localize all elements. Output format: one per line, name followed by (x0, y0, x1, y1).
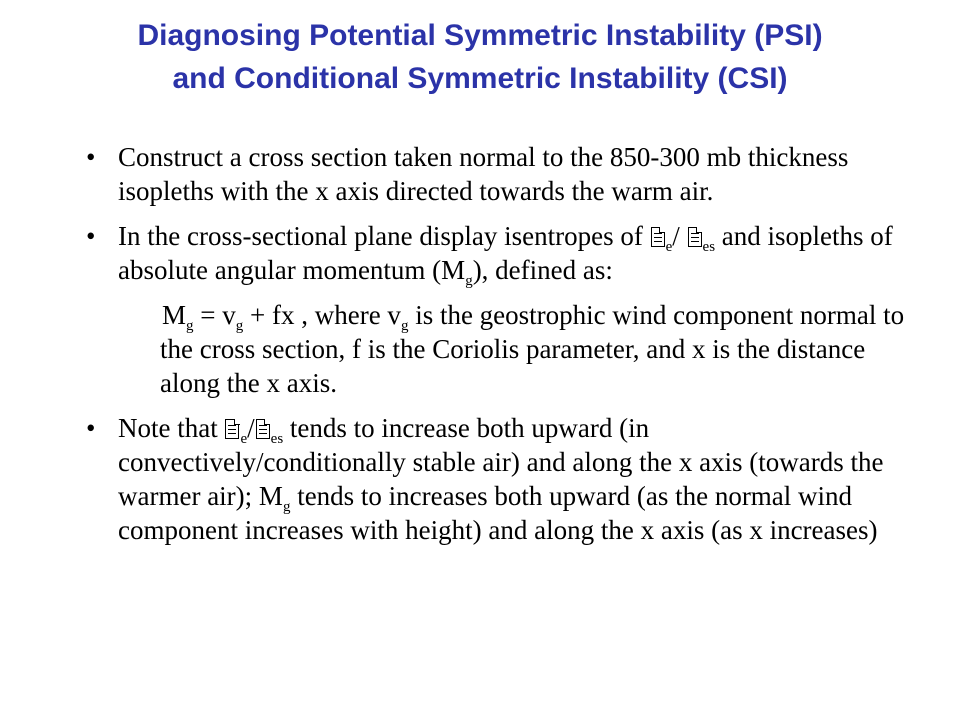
bullet-2-mid: and isopleths of absolute angular momentum (M (118, 221, 893, 285)
title-line-2: and Conditional Symmetric Instability (CSI) (172, 62, 788, 95)
subscript-g: g (465, 273, 473, 289)
formula-eq: = v (193, 300, 236, 330)
missing-glyph-icon (225, 419, 239, 439)
bullet-dot: • (86, 142, 96, 172)
slash: / (247, 413, 255, 443)
subscript-es: es (270, 431, 284, 447)
bullet-3-post: tends to increases both upward (as the normal wind component increases with height) and along the x axis (as x increases) (118, 481, 878, 545)
formula-m: M (162, 300, 187, 330)
missing-glyph-icon (651, 227, 665, 247)
formula-paragraph (0, 298, 960, 400)
bullet-3-mid: tends to increase both upward (in convectively/conditionally stable air) and along the x axis (towards the warmer air); M (118, 413, 884, 511)
slide-title (40, 14, 920, 100)
bullet-item-2 (0, 219, 960, 287)
bullet-item-1 (0, 140, 960, 208)
subscript-e: e (665, 239, 673, 255)
bullet-dot: • (86, 221, 96, 251)
bullet-item-3 (0, 411, 960, 547)
bullet-2-pre: In the cross-sectional plane display isentropes of (118, 221, 643, 251)
subscript-g: g (400, 318, 409, 334)
bullet-dot: • (86, 413, 96, 443)
title-line-1: Diagnosing Potential Symmetric Instability (PSI) (137, 19, 823, 52)
subscript-g: g (186, 318, 194, 334)
bullet-list (0, 140, 960, 558)
subscript-e: e (240, 431, 248, 447)
formula-rest: is the geostrophic wind component normal to the cross section, f is the Coriolis parameter, and x is the distance along the x axis. (160, 300, 905, 398)
bullet-1-text: Construct a cross section taken normal to the 850-300 mb thickness isopleths with the x axis directed towards the warm air. (118, 142, 849, 206)
subscript-es: es (702, 239, 716, 255)
missing-glyph-icon (256, 419, 270, 439)
slash: / (672, 221, 680, 251)
bullet-3-pre: Note that (118, 413, 218, 443)
subscript-g: g (235, 318, 244, 334)
subscript-g: g (282, 499, 291, 515)
bullet-2-post: ), defined as: (472, 255, 613, 285)
missing-glyph-icon (688, 227, 702, 247)
formula-plus: + fx , where v (243, 300, 401, 330)
